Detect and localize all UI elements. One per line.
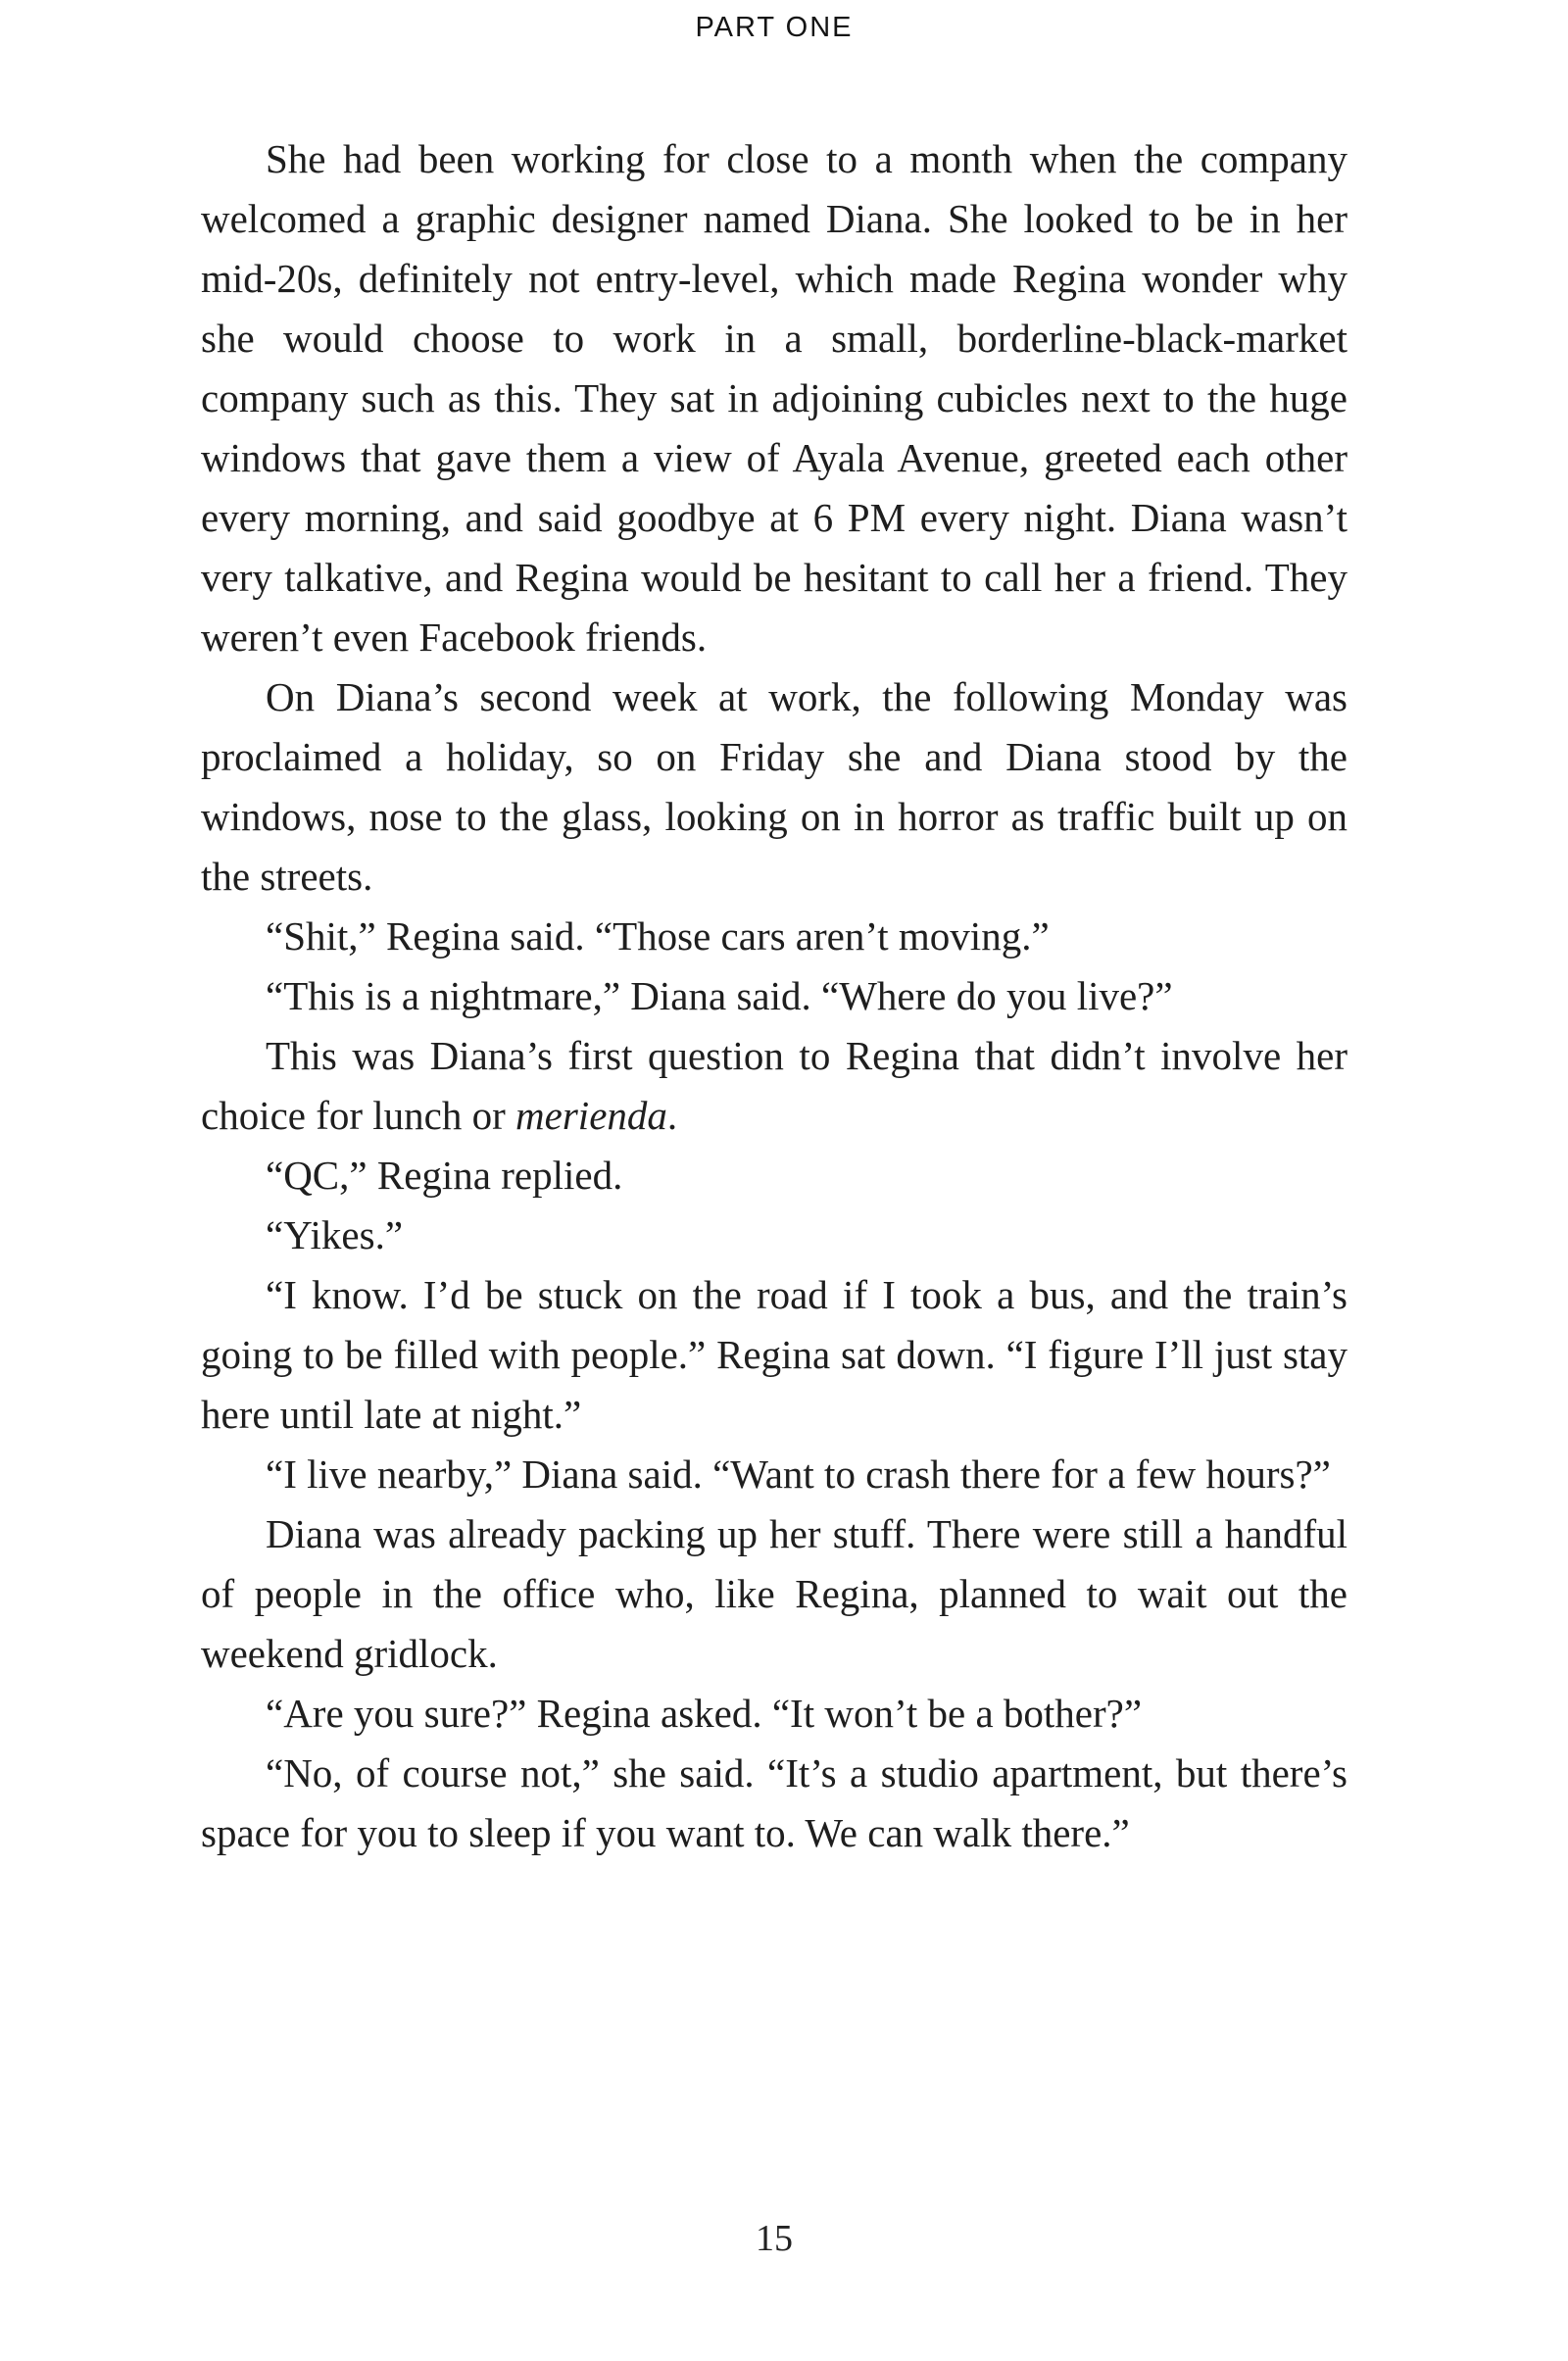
italic-word: merienda — [515, 1093, 667, 1138]
paragraph-segment: This was Diana’s first question to Regina that didn’t involve her choice for lunch or — [201, 1033, 1348, 1138]
paragraph: She had been working for close to a month when the company welcomed a graphic designer named Diana. She looked to be in her mid-20s, definitely not entry-level, which made Regina wonder why she would choose to work in a small, borderline-black-market company such as this. They sat in adjoining cubicles next to the huge windows that gave them a view of Ayala Avenue, greeted each other every morning, and said goodbye at 6 PM every night. Diana wasn’t very talkative, and Regina would be hesitant to call her a friend. They weren’t even Facebook friends. — [201, 136, 1348, 660]
paragraph: On Diana’s second week at work, the following Monday was proclaimed a holiday, so on Friday she and Diana stood by the windows, nose to the glass, looking on in horror as traffic built up on the streets. — [201, 674, 1348, 899]
paragraph — [201, 1026, 1348, 1146]
paragraph: Diana was already packing up her stuff. There were still a handful of people in the office who, like Regina, planned to wait out the weekend gridlock. — [201, 1511, 1348, 1676]
paragraph: “QC,” Regina replied. — [266, 1153, 623, 1198]
paragraph: “No, of course not,” she said. “It’s a studio apartment, but there’s space for you to sleep if you want to. We can walk there.” — [201, 1750, 1348, 1855]
paragraph: “This is a nightmare,” Diana said. “Where do you live?” — [266, 973, 1173, 1018]
part-heading: PART ONE — [695, 12, 854, 43]
paragraph: “Shit,” Regina said. “Those cars aren’t moving.” — [266, 913, 1050, 959]
paragraph-segment: . — [666, 1093, 678, 1138]
paragraph: “I know. I’d be stuck on the road if I took a bus, and the train’s going to be filled with people.” Regina sat down. “I figure I’ll just stay here until late at night.” — [201, 1272, 1348, 1437]
paragraph: “I live nearby,” Diana said. “Want to crash there for a few hours?” — [266, 1451, 1331, 1497]
body-text — [201, 129, 1348, 1863]
paragraph: “Yikes.” — [266, 1212, 404, 1257]
paragraph: “Are you sure?” Regina asked. “It won’t be a bother?” — [266, 1691, 1143, 1736]
page-number: 15 — [756, 2218, 793, 2259]
